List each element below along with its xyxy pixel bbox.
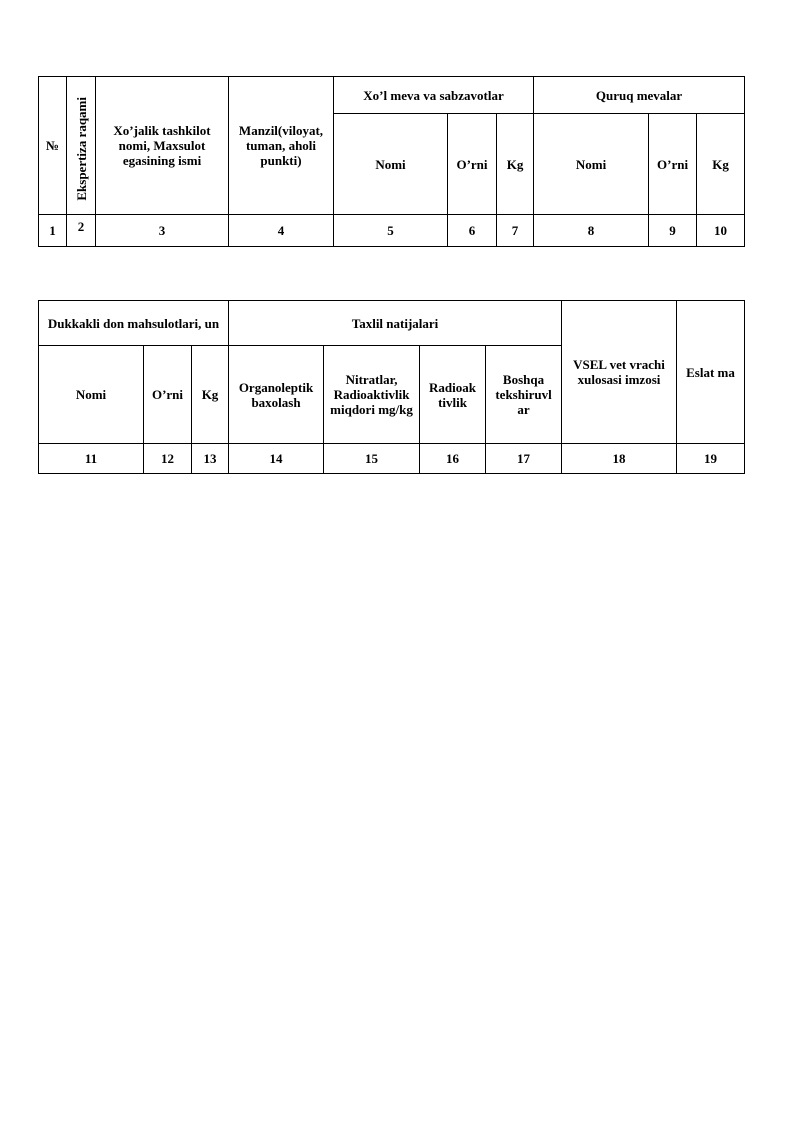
column-number-row bbox=[39, 215, 745, 247]
table-main-part-2 bbox=[38, 300, 745, 474]
column-number-row bbox=[39, 444, 745, 474]
column-number: 8 bbox=[534, 215, 649, 247]
column-number: 1 bbox=[39, 215, 67, 247]
header-orni-xol: O’rni bbox=[448, 114, 497, 215]
header-kg-dukkakli: Kg bbox=[192, 346, 229, 444]
column-number: 3 bbox=[96, 215, 229, 247]
header-taxlil-natijalari: Taxlil natijalari bbox=[229, 301, 562, 346]
header-nitratlar: Nitratlar, Radioaktivlik miqdori mg/kg bbox=[324, 346, 420, 444]
header-dukkakli-don: Dukkakli don mahsulotlari, un bbox=[39, 301, 229, 346]
column-number: 5 bbox=[334, 215, 448, 247]
header-quruq-mevalar: Quruq mevalar bbox=[534, 77, 745, 114]
column-number: 9 bbox=[649, 215, 697, 247]
header-eslatma: Eslat ma bbox=[677, 301, 745, 444]
header-vsel-vet-vrachi: VSEL vet vrachi xulosasi imzosi bbox=[562, 301, 677, 444]
column-number: 17 bbox=[486, 444, 562, 474]
column-number: 16 bbox=[420, 444, 486, 474]
column-number: 4 bbox=[229, 215, 334, 247]
column-number: 11 bbox=[39, 444, 144, 474]
header-boshqa-tekshiruvlar: Boshqa tekshiruvl ar bbox=[486, 346, 562, 444]
header-kg-quruq: Kg bbox=[697, 114, 745, 215]
header-orni-quruq: O’rni bbox=[649, 114, 697, 215]
column-number: 2 bbox=[67, 215, 96, 247]
header-nomi-dukkakli: Nomi bbox=[39, 346, 144, 444]
header-ekspertiza-raqami: Ekspertiza raqami bbox=[67, 77, 96, 215]
header-xol-meva-sabzavotlar: Xo’l meva va sabzavotlar bbox=[334, 77, 534, 114]
header-nomi-quruq: Nomi bbox=[534, 114, 649, 215]
column-number: 10 bbox=[697, 215, 745, 247]
header-xojalik-tashkilot: Xo’jalik tashkilot nomi, Maxsulot egasining ismi bbox=[96, 77, 229, 215]
header-orni-dukkakli: O’rni bbox=[144, 346, 192, 444]
header-manzil: Manzil(viloyat, tuman, aholi punkti) bbox=[229, 77, 334, 215]
column-number: 14 bbox=[229, 444, 324, 474]
column-number: 19 bbox=[677, 444, 745, 474]
column-number: 6 bbox=[448, 215, 497, 247]
header-nomi-xol: Nomi bbox=[334, 114, 448, 215]
column-number: 13 bbox=[192, 444, 229, 474]
table-main-part-1 bbox=[38, 76, 745, 247]
column-number: 18 bbox=[562, 444, 677, 474]
column-number: 12 bbox=[144, 444, 192, 474]
column-number: 15 bbox=[324, 444, 420, 474]
header-radioaktivlik: Radioak tivlik bbox=[420, 346, 486, 444]
header-kg-xol: Kg bbox=[497, 114, 534, 215]
header-organoleptik: Organoleptik baxolash bbox=[229, 346, 324, 444]
header-no: № bbox=[39, 77, 67, 215]
column-number: 7 bbox=[497, 215, 534, 247]
